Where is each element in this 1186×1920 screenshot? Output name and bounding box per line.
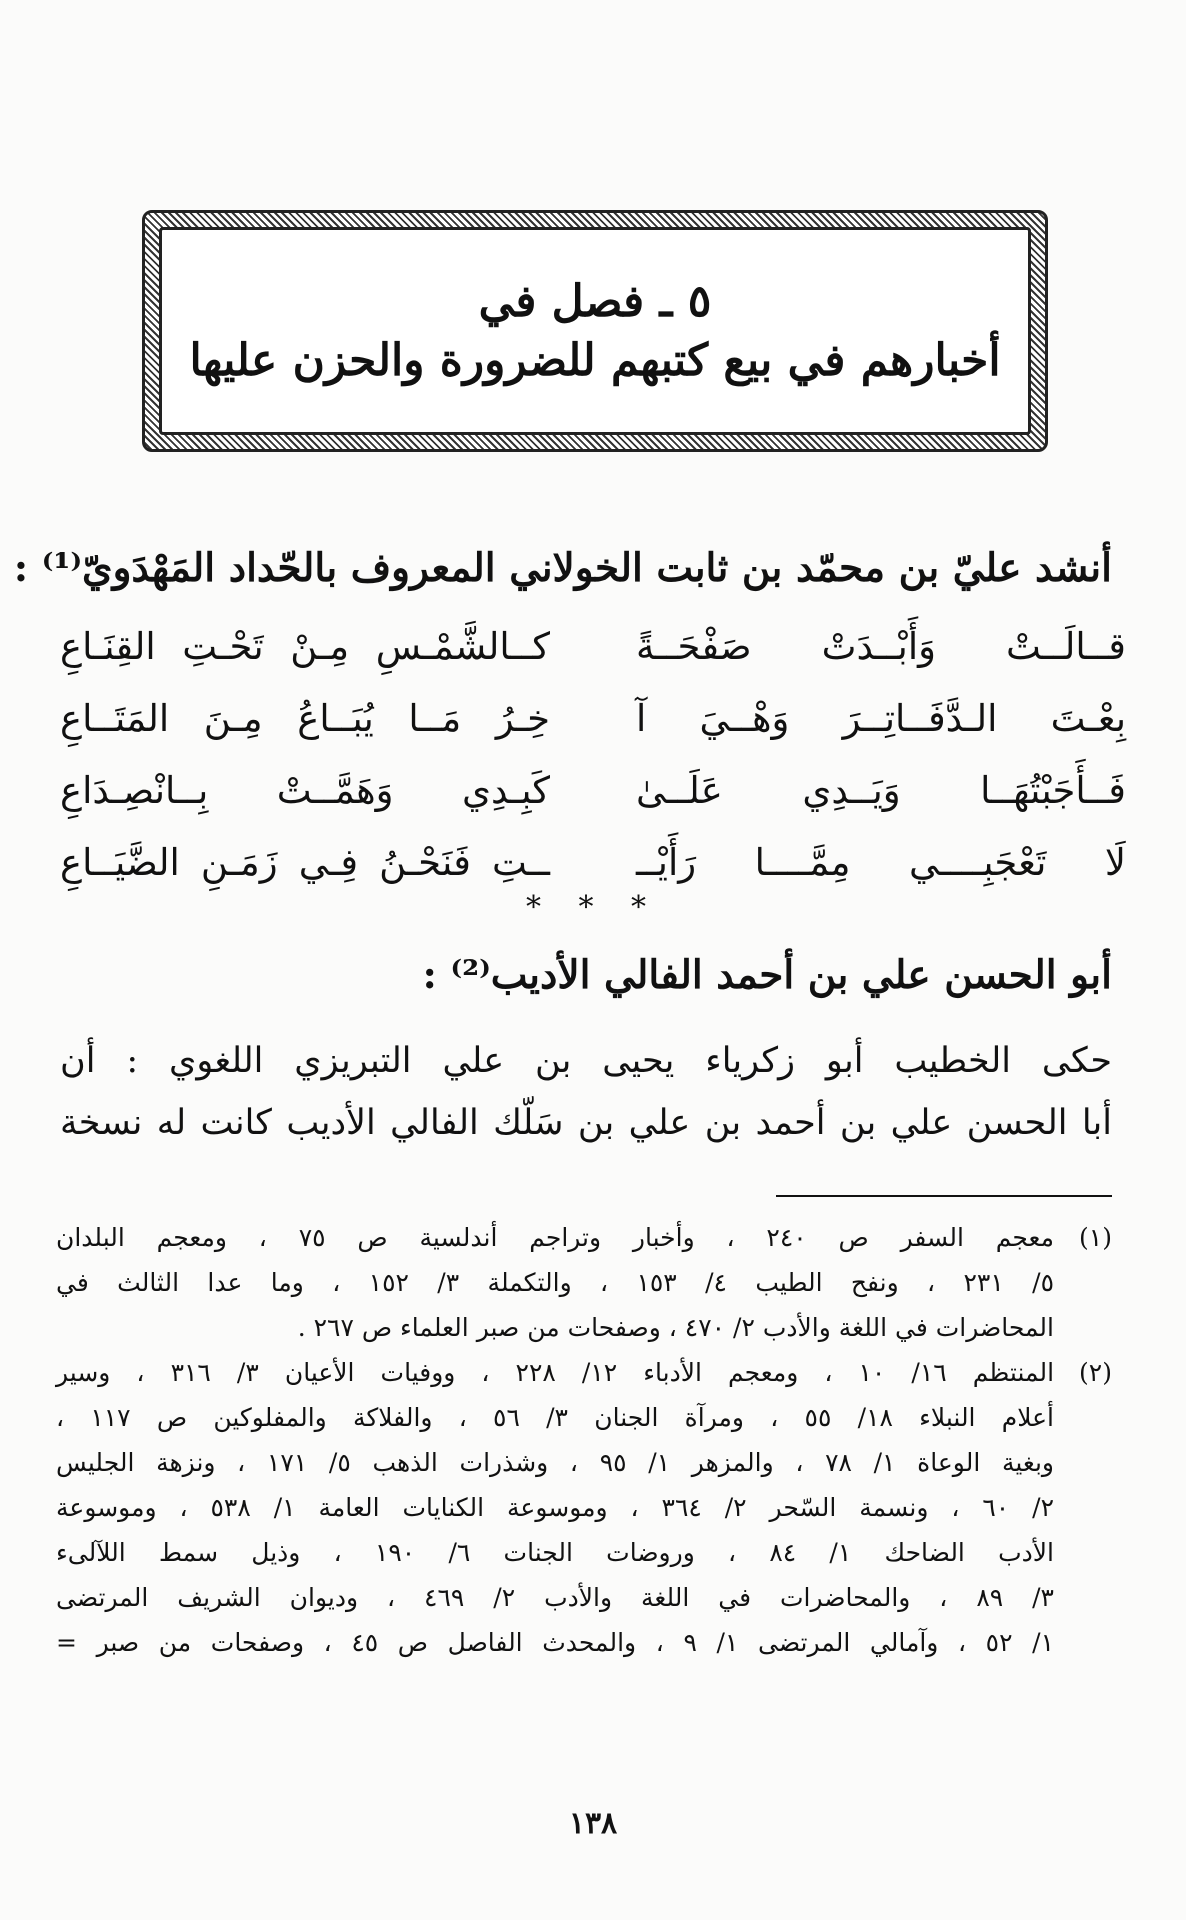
poem-verse (60, 682, 1126, 754)
footnote-number: (٢) (1079, 1358, 1112, 1387)
verse-first-hemistich: فَــأَجَبْتُهَــا وَيَــدِي عَلَــىٰ (636, 768, 1126, 812)
verse-second-hemistich: كَبِـدِي وَهَمَّــتْ بِــانْصِـدَاعِ (60, 768, 550, 812)
footnote-line: ٥/ ٢٣١ ، ونفح الطيب ٤/ ١٥٣ ، والتكملة ٣/ ١٥٢ ، وما عدا الثالث في (56, 1268, 1055, 1297)
footnote-line: وبغية الوعاة ١/ ٧٨ ، والمزهر ١/ ٩٥ ، وشذرات الذهب ٥/ ١٧١ ، ونزهة الجليس (56, 1448, 1054, 1477)
poem-heading: أنشد عليّ بن محمّد بن ثابت الخولاني المعروف بالحّداد المَهْدَويّ⁽¹⁾ : (13, 545, 1112, 591)
footnote-line: معجم السفر ص ٢٤٠ ، وأخبار وتراجم أندلسية ص ٧٥ ، ومعجم البلدان (56, 1223, 1054, 1252)
footnote (56, 1215, 1112, 1350)
prose-line: أبا الحسن علي بن أحمد بن علي بن سَلّك الفالي الأديب كانت له نسخة (60, 1103, 1112, 1143)
chapter-title-box (159, 227, 1031, 435)
footnote (56, 1350, 1112, 1665)
verse-first-hemistich: قــالَــتْ وَأَبْــدَتْ صَفْحَــةً (636, 624, 1126, 668)
verse-first-hemistich: بِعْـتَ الـدَّفَــاتِــرَ وَهْــيَ آ (636, 696, 1126, 740)
footnote-line: المنتظم ١٦/ ١٠ ، ومعجم الأدباء ١٢/ ٢٢٨ ، ووفيات الأعيان ٣/ ٣١٦ ، وسير (56, 1358, 1055, 1387)
footnote-divider (776, 1195, 1112, 1197)
verse-second-hemistich: كــالشَّمْـسِ مِـنْ تَحْـتِ القِنَـاعِ (60, 624, 550, 668)
footnote-number: (١) (1079, 1223, 1112, 1252)
footnote-line: ٣/ ٨٩ ، والمحاضرات في اللغة والأدب ٢/ ٤٦٩ ، وديوان الشريف المرتضى (56, 1583, 1054, 1612)
footnote-line: الأدب الضاحك ١/ ٨٤ ، وروضات الجنات ٦/ ١٩٠ ، وذيل سمط اللآلىء (56, 1538, 1054, 1567)
verse-second-hemistich: ــتِ فَنَحْـنُ فِـي زَمَـنِ الضَّيَــاعِ (60, 840, 550, 884)
verse-first-hemistich: لَا تَعْجَبِــــي مِمَّــــا رَأَيْــ (636, 840, 1126, 884)
page-number: ١٣٨ (568, 1806, 618, 1841)
chapter-number-title: ٥ ـ فصل في (478, 275, 712, 327)
footnote-line: ٢/ ٦٠ ، ونسمة السّحر ٢/ ٣٦٤ ، وموسوعة الكنايات العامة ١/ ٥٣٨ ، وموسوعة (56, 1493, 1055, 1522)
poem (60, 610, 1126, 898)
biography-heading: أبو الحسن علي بن أحمد الفالي الأديب⁽²⁾ : (422, 952, 1112, 998)
footnote-line: أعلام النبلاء ١٨/ ٥٥ ، ومرآة الجنان ٣/ ٥٦ ، والفلاكة والمفلوكين ص ١١٧ ، (56, 1403, 1054, 1432)
chapter-title-frame (142, 210, 1048, 452)
verse-second-hemistich: خِـرُ مَــا يُبَــاعُ مِـنَ المَتَــاعِ (60, 696, 550, 740)
chapter-subtitle: أخبارهم في بيع كتبهم للضرورة والحزن عليها (189, 335, 1001, 386)
footnote-line: المحاضرات في اللغة والأدب ٢/ ٤٧٠ ، وصفحات من صبر العلماء ص ٢٦٧ . (297, 1313, 1054, 1342)
poem-verse (60, 826, 1126, 898)
section-separator: * * * (525, 890, 661, 925)
poem-verse (60, 610, 1126, 682)
footnote-line: ١/ ٥٢ ، وآمالي المرتضى ١/ ٩ ، والمحدث الفاصل ص ٤٥ ، وصفحات من صبر = (56, 1628, 1055, 1657)
prose-line: حكى الخطيب أبو زكرياء يحيى بن علي التبريزي اللغوي : أن (60, 1041, 1112, 1081)
poem-verse (60, 754, 1126, 826)
footnotes (56, 1215, 1112, 1665)
